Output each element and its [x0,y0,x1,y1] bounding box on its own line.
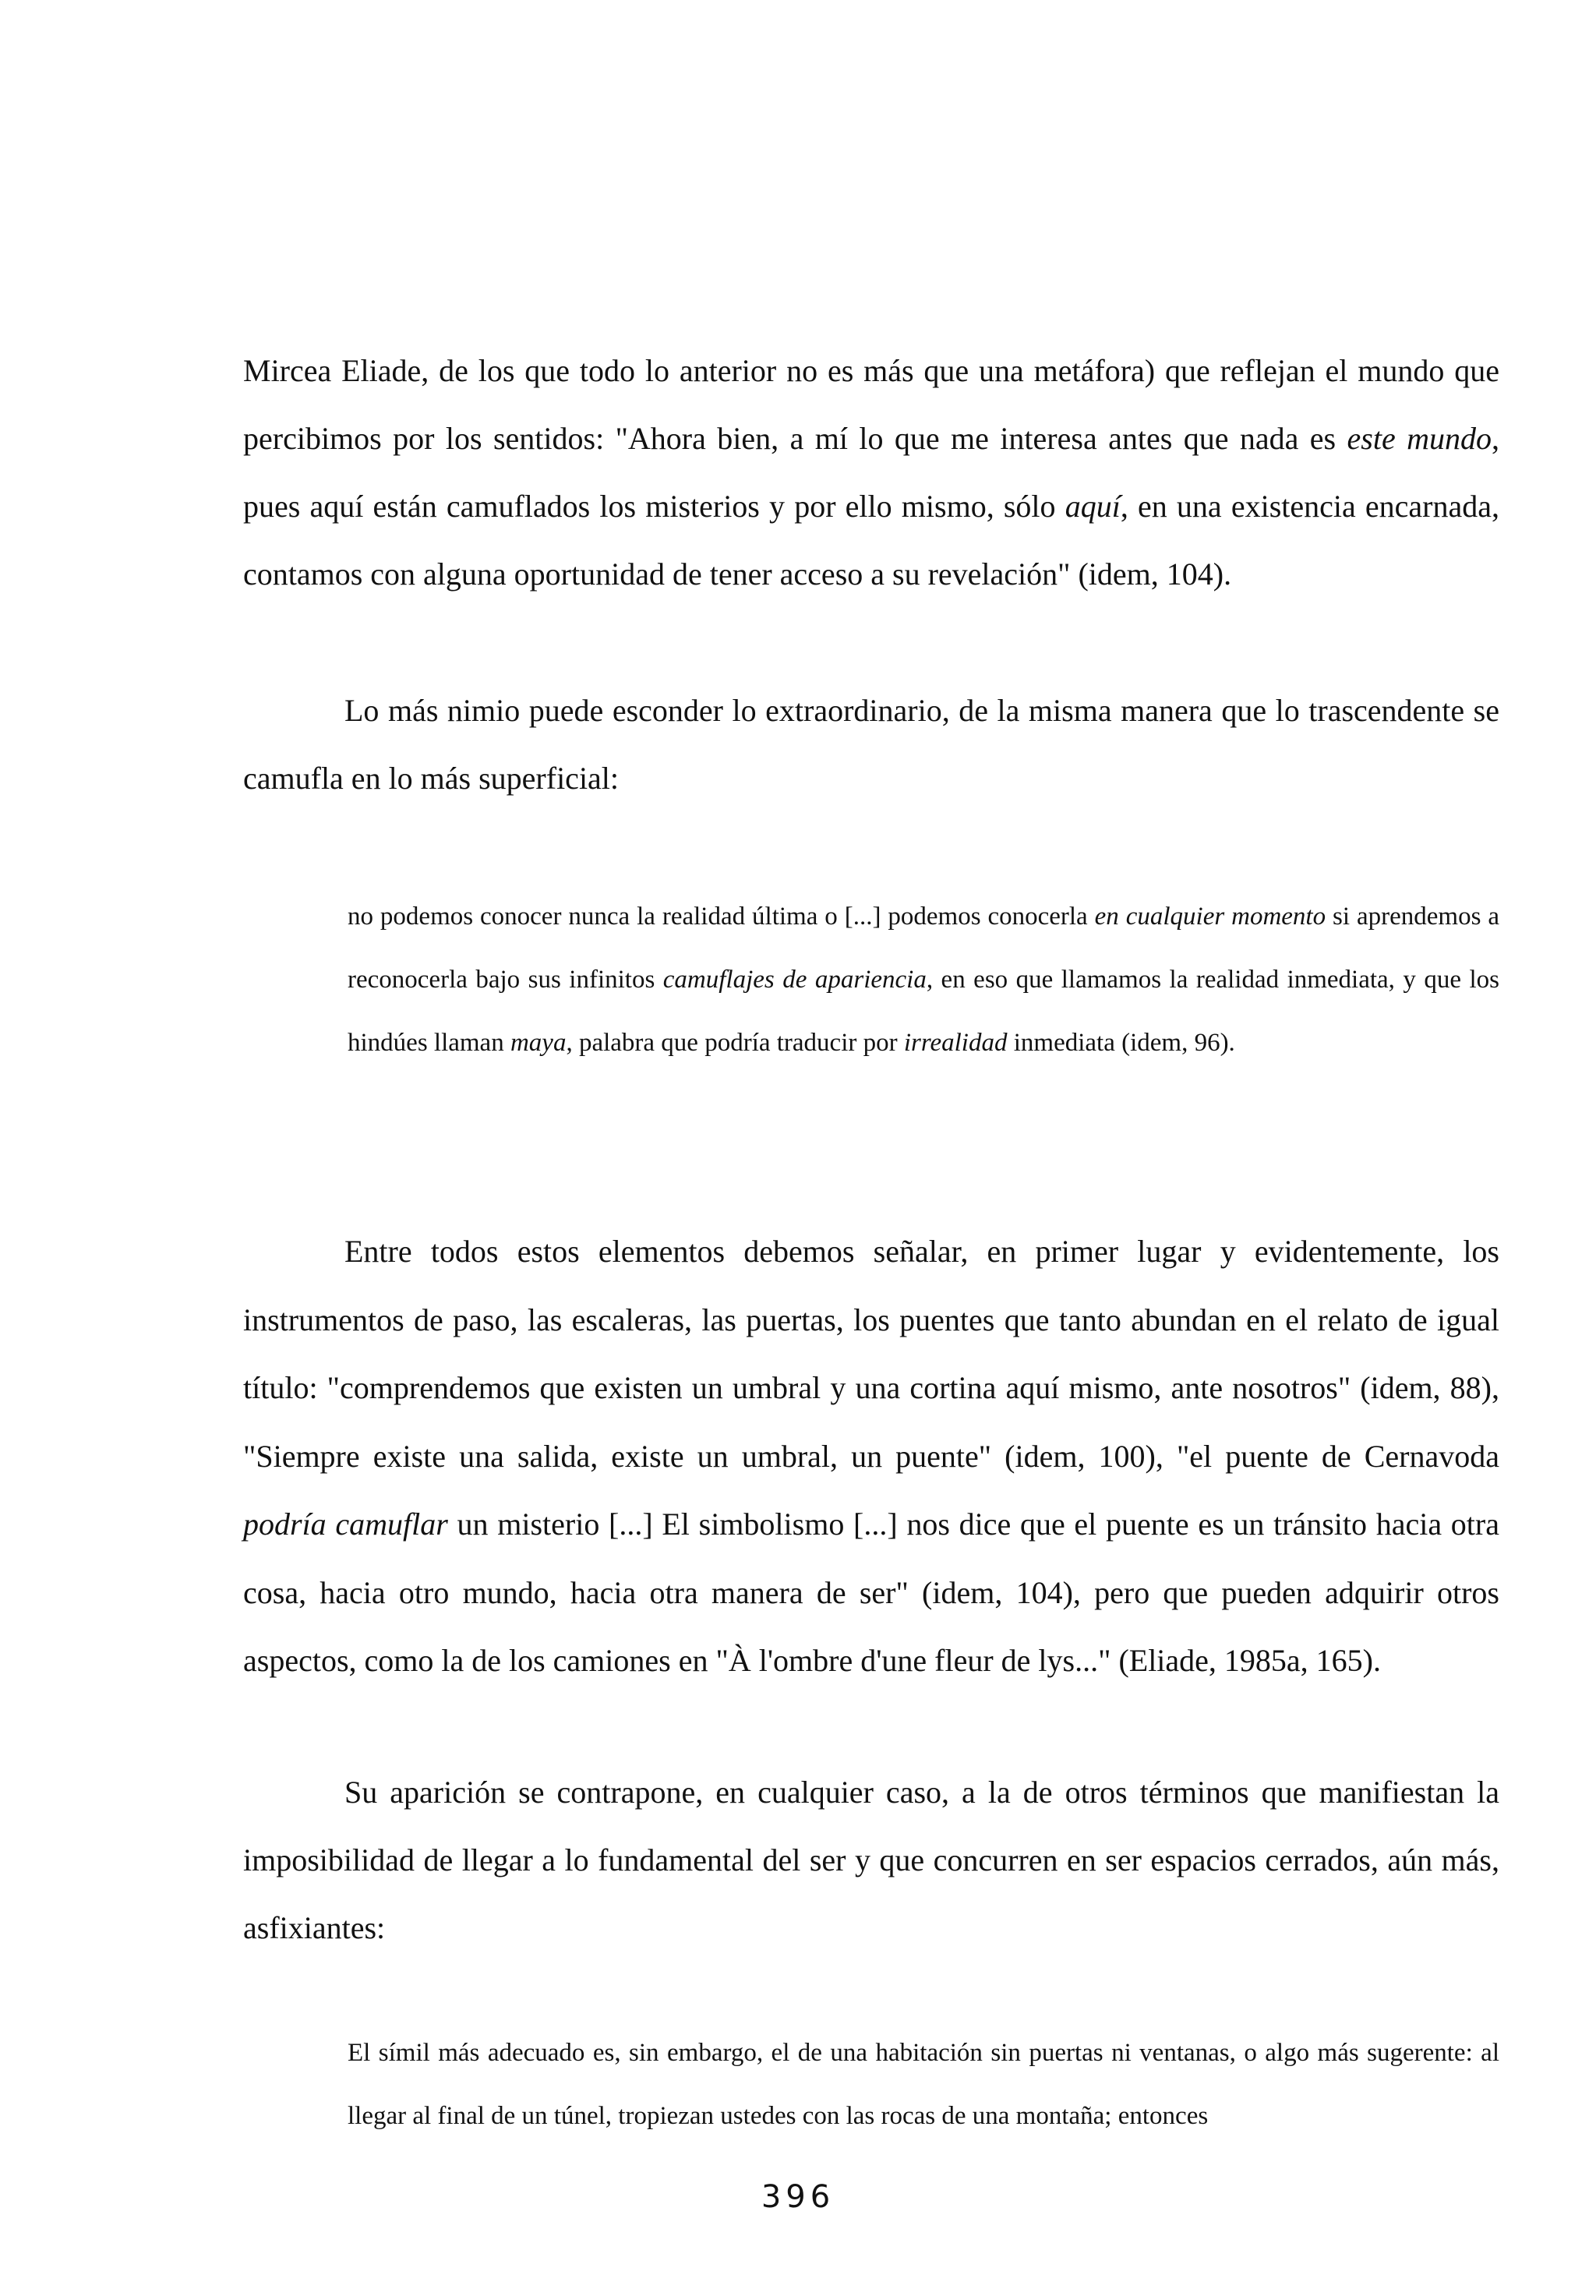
block-quote-1 [348,885,1499,1075]
text-segment: , en eso que llamamos la realidad inmediata, y que los hindúes llaman [348,966,1500,1057]
italic-text: podría camuflar [243,1507,448,1542]
block-quote-2 [348,2022,1499,2148]
text-segment: El símil más adecuado es, sin embargo, el de una habitación sin puertas ni ventanas, o algo más sugerente: al llegar al final de un túnel, tropiezan ustedes con las rocas de una montaña; entonces [348,2039,1499,2130]
body-paragraph-1 [243,337,1499,608]
body-paragraph-3 [243,1217,1499,1695]
text-segment: un misterio [...] El simbolismo [...] nos dice que el puente es un tránsito hacia otra cosa, hacia otro mundo, hacia otra manera de ser" (idem, 104), pero que pueden adquirir otros aspectos, como la de los camiones en "À l'ombre d'une fleur de lys..." (Eliade, 1985a, 165). [243,1507,1499,1678]
text-segment: , palabra que podría traducir por [566,1029,904,1057]
page-number: 396 [761,2179,835,2215]
text-segment: Entre todos estos elementos debemos señalar, en primer lugar y evidentemente, los instrumentos de paso, las escaleras, las puertas, los puentes que tanto abundan en el relato de igual título: "comprendemos que existen un umbral y una cortina aquí mismo, ante nosotros" (idem, 88), "Siempre existe una salida, existe un umbral, un puente" (idem, 100), "el puente de Cernavoda [243,1234,1499,1474]
text-segment: Mircea Eliade, de los que todo lo anterior no es más que una metáfora) que reflejan el mundo que percibimos por los sentidos: "Ahora bien, a mí lo que me interesa antes que nada es [243,353,1499,456]
italic-text: en cualquier momento [1094,903,1326,931]
text-segment: no podemos conocer nunca la realidad última o [...] podemos conocerla [348,903,1095,931]
body-paragraph-2 [243,676,1499,812]
text-segment: , en una existencia encarnada, contamos con alguna oportunidad de tener acceso a su revelación" (idem, 104). [243,489,1499,592]
body-paragraph-4 [243,1758,1499,1962]
italic-text: camuflajes de apariencia [662,966,927,994]
text-segment: inmediata (idem, 96). [1007,1029,1235,1057]
italic-text: maya [510,1029,567,1057]
italic-text: irrealidad [903,1029,1008,1057]
text-segment: Lo más nimio puede esconder lo extraordinario, de la misma manera que lo trascendente se camufla en lo más superficial: [243,693,1499,796]
text-segment: Su aparición se contrapone, en cualquier caso, a la de otros términos que manifiestan la imposibilidad de llegar a lo fundamental del ser y que concurren en ser espacios cerrados, aún más, asfixiantes: [243,1775,1499,1945]
italic-text: aquí [1065,489,1121,524]
italic-text: este mundo [1347,421,1492,456]
text-segment: si aprendemos a reconocerla bajo sus infinitos [348,903,1499,994]
text-segment: , pues aquí están camuflados los misterios y por ello mismo, sólo [243,421,1499,524]
